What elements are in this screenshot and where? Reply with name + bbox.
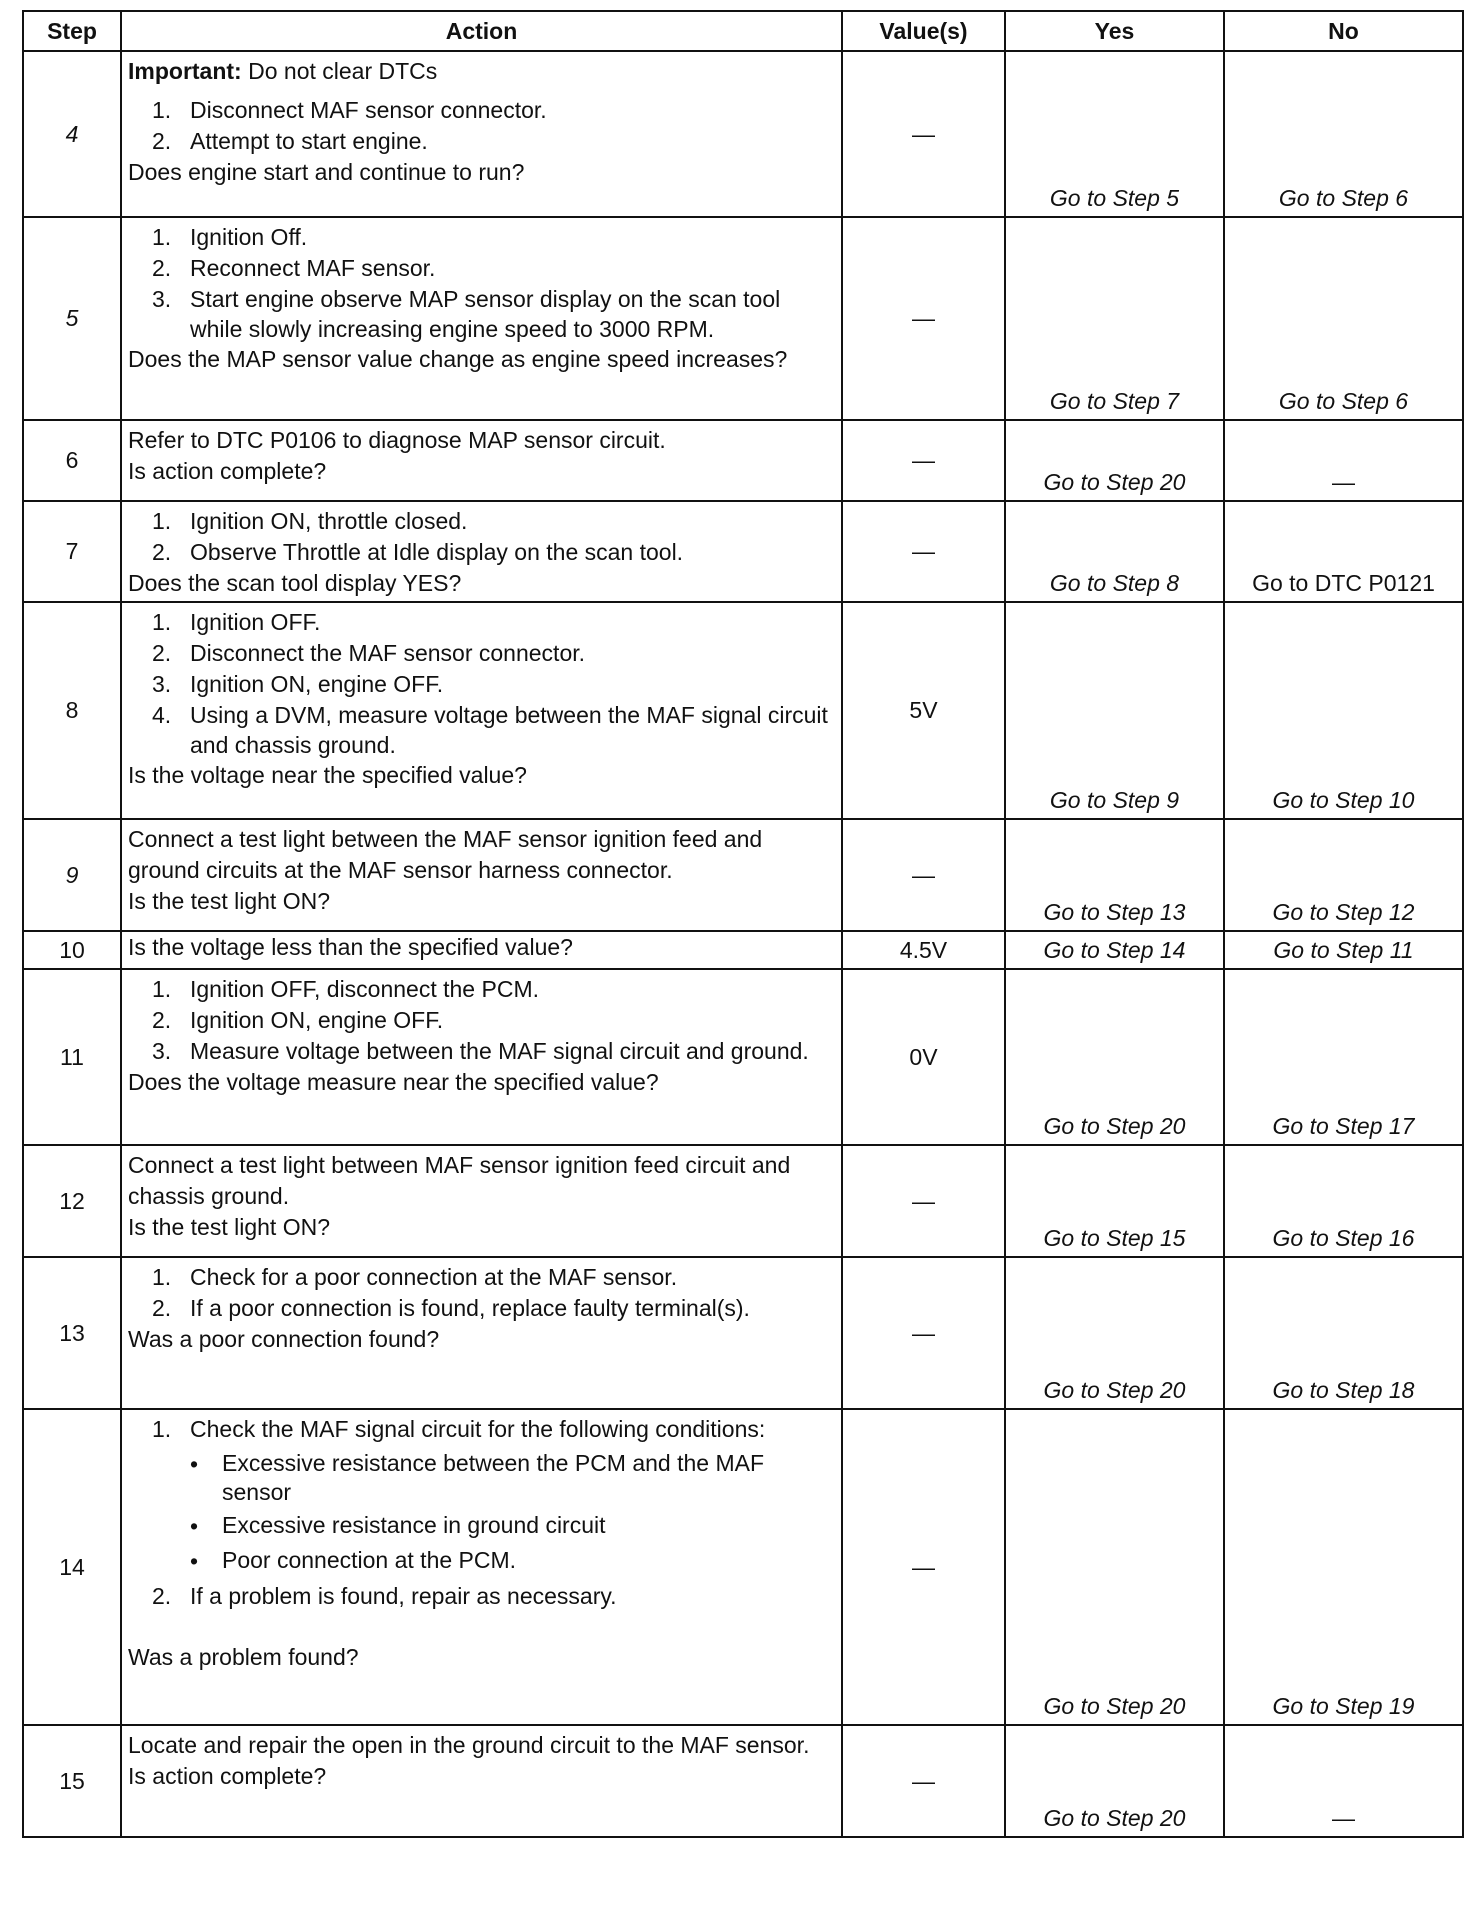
question-text: Is action complete?: [128, 1763, 327, 1789]
question-text: Is the test light ON?: [128, 888, 330, 914]
action-text: Refer to DTC P0106 to diagnose MAP sensor circuit.: [128, 427, 666, 453]
no-cell: —: [1224, 420, 1463, 501]
value-cell: 5V: [842, 602, 1005, 819]
table-row: [23, 819, 1463, 931]
no-cell: Go to Step 11: [1224, 931, 1463, 969]
step-number: 5: [23, 217, 121, 420]
value-cell: —: [842, 1257, 1005, 1409]
table-row: [23, 1725, 1463, 1837]
action-cell: [121, 1725, 842, 1837]
action-text: Connect a test light between the MAF sensor ignition feed and ground circuits at the MAF sensor harness connector.: [128, 826, 763, 883]
action-text: Connect a test light between MAF sensor ignition feed circuit and chassis ground.: [128, 1152, 791, 1209]
yes-cell: Go to Step 20: [1005, 1725, 1224, 1837]
action-cell: [121, 1409, 842, 1725]
action-cell: [121, 1145, 842, 1257]
diagnostic-table: [22, 10, 1464, 1838]
step-number: 15: [23, 1725, 121, 1837]
numbered-item: 3. Start engine observe MAP sensor display on the scan tool while slowly increasing engine speed to 3000 RPM.: [152, 286, 781, 342]
no-cell: Go to DTC P0121: [1224, 501, 1463, 602]
no-cell: Go to Step 18: [1224, 1257, 1463, 1409]
header-yes: Yes: [1005, 11, 1224, 51]
numbered-item: 2. Ignition ON, engine OFF.: [152, 1007, 444, 1033]
value-cell: 0V: [842, 969, 1005, 1145]
no-cell: Go to Step 17: [1224, 969, 1463, 1145]
step-number: 14: [23, 1409, 121, 1725]
yes-cell: Go to Step 14: [1005, 931, 1224, 969]
yes-cell: Go to Step 5: [1005, 51, 1224, 217]
question-text: Does the scan tool display YES?: [128, 570, 462, 596]
step-number: 11: [23, 969, 121, 1145]
table-row: [23, 420, 1463, 501]
action-text: Locate and repair the open in the ground circuit to the MAF sensor.: [128, 1732, 810, 1758]
no-cell: Go to Step 12: [1224, 819, 1463, 931]
question-text: Does the MAP sensor value change as engine speed increases?: [128, 346, 788, 372]
numbered-item: 1. Ignition ON, throttle closed.: [152, 508, 468, 534]
yes-cell: Go to Step 20: [1005, 1409, 1224, 1725]
value-cell: —: [842, 1409, 1005, 1725]
action-cell: [121, 602, 842, 819]
header-step: Step: [23, 11, 121, 51]
value-cell: —: [842, 1725, 1005, 1837]
numbered-item: 1. Ignition OFF, disconnect the PCM.: [152, 976, 539, 1002]
numbered-item: 1. Check the MAF signal circuit for the following conditions:: [152, 1416, 766, 1442]
step-number: 7: [23, 501, 121, 602]
numbered-item: 1. Disconnect MAF sensor connector.: [152, 97, 547, 123]
yes-cell: Go to Step 20: [1005, 420, 1224, 501]
header-no: No: [1224, 11, 1463, 51]
header-action: Action: [121, 11, 842, 51]
table-row: [23, 501, 1463, 602]
numbered-item: 2. Attempt to start engine.: [152, 128, 428, 154]
table-row: [23, 1257, 1463, 1409]
header-row: [23, 11, 1463, 51]
important-label: Important:: [128, 58, 242, 84]
step-number: 9: [23, 819, 121, 931]
numbered-item: 3. Ignition ON, engine OFF.: [152, 671, 444, 697]
numbered-item: 4. Using a DVM, measure voltage between the MAF signal circuit and chassis ground.: [152, 702, 828, 758]
step-number: 12: [23, 1145, 121, 1257]
action-cell: [121, 217, 842, 420]
numbered-item: 2. Reconnect MAF sensor.: [152, 255, 436, 281]
important-note: [128, 56, 835, 87]
table-row: [23, 217, 1463, 420]
value-cell: —: [842, 1145, 1005, 1257]
no-cell: Go to Step 6: [1224, 51, 1463, 217]
question-text: Is the test light ON?: [128, 1214, 330, 1240]
numbered-item: 3. Measure voltage between the MAF signal circuit and ground.: [152, 1038, 809, 1064]
value-cell: —: [842, 819, 1005, 931]
question-text: Was a poor connection found?: [128, 1326, 440, 1352]
action-cell: [121, 420, 842, 501]
question-text: Does the voltage measure near the specified value?: [128, 1069, 659, 1095]
yes-cell: Go to Step 9: [1005, 602, 1224, 819]
value-cell: —: [842, 501, 1005, 602]
action-cell: [121, 969, 842, 1145]
numbered-item: 2. Disconnect the MAF sensor connector.: [152, 640, 586, 666]
numbered-item: 2. If a problem is found, repair as necessary.: [152, 1583, 617, 1609]
numbered-item: 2. Observe Throttle at Idle display on the scan tool.: [152, 539, 684, 565]
no-cell: —: [1224, 1725, 1463, 1837]
value-cell: 4.5V: [842, 931, 1005, 969]
action-cell: [121, 931, 842, 969]
action-cell: [121, 1257, 842, 1409]
action-cell: [121, 501, 842, 602]
numbered-item: 1. Check for a poor connection at the MAF sensor.: [152, 1264, 678, 1290]
question-text: Is the voltage less than the specified value?: [128, 934, 573, 960]
header-values: Value(s): [842, 11, 1005, 51]
table-row: [23, 1409, 1463, 1725]
table-row: [23, 1145, 1463, 1257]
table-row: [23, 602, 1463, 819]
step-number: 4: [23, 51, 121, 217]
value-cell: —: [842, 420, 1005, 501]
bullet-item: • Excessive resistance in ground circuit: [190, 1512, 606, 1539]
bullet-item: • Excessive resistance between the PCM and the MAF sensor: [190, 1450, 765, 1505]
no-cell: Go to Step 19: [1224, 1409, 1463, 1725]
question-text: Is action complete?: [128, 458, 327, 484]
question-text: Is the voltage near the specified value?: [128, 762, 527, 788]
numbered-item: 2. If a poor connection is found, replace faulty terminal(s).: [152, 1295, 750, 1321]
question-text: Was a problem found?: [128, 1644, 359, 1670]
step-number: 8: [23, 602, 121, 819]
numbered-item: 1. Ignition Off.: [152, 224, 308, 250]
bullet-item: • Poor connection at the PCM.: [190, 1547, 517, 1574]
value-cell: —: [842, 217, 1005, 420]
step-number: 13: [23, 1257, 121, 1409]
no-cell: Go to Step 16: [1224, 1145, 1463, 1257]
yes-cell: Go to Step 7: [1005, 217, 1224, 420]
table-row: [23, 969, 1463, 1145]
value-cell: —: [842, 51, 1005, 217]
diagnostic-table-sheet: [22, 10, 1462, 1838]
no-cell: Go to Step 6: [1224, 217, 1463, 420]
step-number: 6: [23, 420, 121, 501]
yes-cell: Go to Step 8: [1005, 501, 1224, 602]
yes-cell: Go to Step 13: [1005, 819, 1224, 931]
question-text: Does engine start and continue to run?: [128, 159, 525, 185]
yes-cell: Go to Step 20: [1005, 969, 1224, 1145]
action-cell: [121, 819, 842, 931]
table-row: [23, 931, 1463, 969]
yes-cell: Go to Step 15: [1005, 1145, 1224, 1257]
step-number: 10: [23, 931, 121, 969]
numbered-item: 1. Ignition OFF.: [152, 609, 321, 635]
action-cell: [121, 51, 842, 217]
yes-cell: Go to Step 20: [1005, 1257, 1224, 1409]
important-text: Do not clear DTCs: [248, 58, 438, 84]
no-cell: Go to Step 10: [1224, 602, 1463, 819]
table-row: [23, 51, 1463, 217]
